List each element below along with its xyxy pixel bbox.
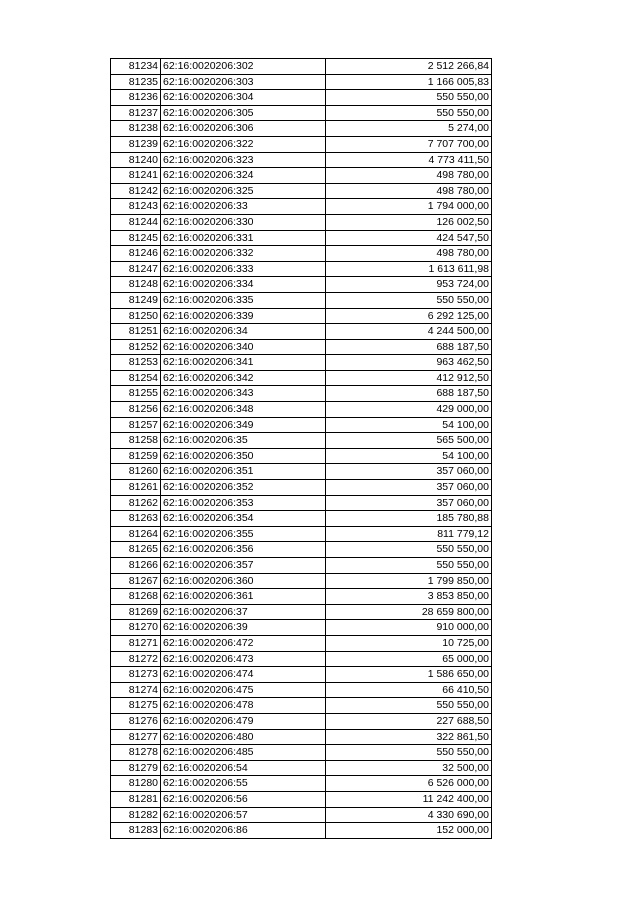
row-number-cell: 81274	[111, 682, 161, 698]
cadastral-number-cell: 62:16:0020206:334	[161, 277, 326, 293]
row-number-cell: 81258	[111, 433, 161, 449]
table-row	[111, 386, 492, 402]
cadastral-number-cell: 62:16:0020206:352	[161, 480, 326, 496]
cadastral-value-cell: 152 000,00	[326, 823, 492, 839]
cadastral-number-cell: 62:16:0020206:34	[161, 324, 326, 340]
cadastral-number-cell: 62:16:0020206:35	[161, 433, 326, 449]
table-row	[111, 277, 492, 293]
cadastral-value-cell: 2 512 266,84	[326, 59, 492, 75]
row-number-cell: 81271	[111, 635, 161, 651]
cadastral-number-cell: 62:16:0020206:332	[161, 246, 326, 262]
table-row	[111, 433, 492, 449]
table-row	[111, 745, 492, 761]
cadastral-number-cell: 62:16:0020206:350	[161, 448, 326, 464]
cadastral-value-cell: 322 861,50	[326, 729, 492, 745]
row-number-cell: 81237	[111, 105, 161, 121]
row-number-cell: 81261	[111, 480, 161, 496]
row-number-cell: 81235	[111, 74, 161, 90]
cadastral-number-cell: 62:16:0020206:355	[161, 526, 326, 542]
table-row	[111, 682, 492, 698]
cadastral-number-cell: 62:16:0020206:472	[161, 635, 326, 651]
cadastral-number-cell: 62:16:0020206:54	[161, 760, 326, 776]
cadastral-value-cell: 357 060,00	[326, 495, 492, 511]
cadastral-value-cell: 550 550,00	[326, 698, 492, 714]
table-row	[111, 698, 492, 714]
cadastral-value-cell: 4 773 411,50	[326, 152, 492, 168]
cadastral-value-cell: 963 462,50	[326, 355, 492, 371]
cadastral-value-table	[110, 58, 492, 839]
row-number-cell: 81252	[111, 339, 161, 355]
cadastral-number-cell: 62:16:0020206:333	[161, 261, 326, 277]
table-row	[111, 480, 492, 496]
row-number-cell: 81240	[111, 152, 161, 168]
cadastral-number-cell: 62:16:0020206:322	[161, 136, 326, 152]
table-row	[111, 339, 492, 355]
cadastral-value-cell: 4 244 500,00	[326, 324, 492, 340]
table-row	[111, 526, 492, 542]
cadastral-number-cell: 62:16:0020206:348	[161, 402, 326, 418]
row-number-cell: 81283	[111, 823, 161, 839]
cadastral-number-cell: 62:16:0020206:360	[161, 573, 326, 589]
table-row	[111, 807, 492, 823]
table-row	[111, 308, 492, 324]
table-row	[111, 152, 492, 168]
row-number-cell: 81279	[111, 760, 161, 776]
row-number-cell: 81243	[111, 199, 161, 215]
table-row	[111, 713, 492, 729]
table-row	[111, 620, 492, 636]
table-row	[111, 464, 492, 480]
cadastral-number-cell: 62:16:0020206:475	[161, 682, 326, 698]
row-number-cell: 81256	[111, 402, 161, 418]
cadastral-number-cell: 62:16:0020206:343	[161, 386, 326, 402]
table-row	[111, 791, 492, 807]
row-number-cell: 81244	[111, 214, 161, 230]
cadastral-value-cell: 6 526 000,00	[326, 776, 492, 792]
cadastral-number-cell: 62:16:0020206:33	[161, 199, 326, 215]
table-row	[111, 667, 492, 683]
cadastral-value-cell: 126 002,50	[326, 214, 492, 230]
cadastral-value-cell: 688 187,50	[326, 386, 492, 402]
cadastral-value-cell: 66 410,50	[326, 682, 492, 698]
cadastral-value-cell: 429 000,00	[326, 402, 492, 418]
table-row	[111, 230, 492, 246]
cadastral-number-cell: 62:16:0020206:478	[161, 698, 326, 714]
table-row	[111, 417, 492, 433]
table-row	[111, 324, 492, 340]
cadastral-value-cell: 953 724,00	[326, 277, 492, 293]
row-number-cell: 81282	[111, 807, 161, 823]
cadastral-number-cell: 62:16:0020206:351	[161, 464, 326, 480]
table-row	[111, 651, 492, 667]
row-number-cell: 81262	[111, 495, 161, 511]
cadastral-number-cell: 62:16:0020206:335	[161, 292, 326, 308]
row-number-cell: 81241	[111, 168, 161, 184]
table-row	[111, 448, 492, 464]
row-number-cell: 81234	[111, 59, 161, 75]
cadastral-number-cell: 62:16:0020206:480	[161, 729, 326, 745]
cadastral-number-cell: 62:16:0020206:474	[161, 667, 326, 683]
cadastral-value-cell: 1 799 850,00	[326, 573, 492, 589]
table-row	[111, 604, 492, 620]
cadastral-number-cell: 62:16:0020206:339	[161, 308, 326, 324]
row-number-cell: 81275	[111, 698, 161, 714]
cadastral-number-cell: 62:16:0020206:342	[161, 370, 326, 386]
row-number-cell: 81239	[111, 136, 161, 152]
table-row	[111, 183, 492, 199]
table-row	[111, 635, 492, 651]
cadastral-number-cell: 62:16:0020206:354	[161, 511, 326, 527]
cadastral-number-cell: 62:16:0020206:39	[161, 620, 326, 636]
cadastral-value-cell: 32 500,00	[326, 760, 492, 776]
cadastral-value-cell: 1 613 611,98	[326, 261, 492, 277]
cadastral-number-cell: 62:16:0020206:331	[161, 230, 326, 246]
cadastral-value-cell: 498 780,00	[326, 183, 492, 199]
cadastral-value-cell: 1 586 650,00	[326, 667, 492, 683]
cadastral-number-cell: 62:16:0020206:357	[161, 558, 326, 574]
cadastral-value-cell: 357 060,00	[326, 464, 492, 480]
cadastral-value-cell: 4 330 690,00	[326, 807, 492, 823]
row-number-cell: 81242	[111, 183, 161, 199]
cadastral-number-cell: 62:16:0020206:37	[161, 604, 326, 620]
cadastral-number-cell: 62:16:0020206:302	[161, 59, 326, 75]
table-row	[111, 292, 492, 308]
cadastral-number-cell: 62:16:0020206:303	[161, 74, 326, 90]
row-number-cell: 81268	[111, 589, 161, 605]
cadastral-value-cell: 688 187,50	[326, 339, 492, 355]
cadastral-value-cell: 498 780,00	[326, 246, 492, 262]
row-number-cell: 81280	[111, 776, 161, 792]
data-table	[110, 58, 492, 839]
cadastral-number-cell: 62:16:0020206:356	[161, 542, 326, 558]
cadastral-number-cell: 62:16:0020206:325	[161, 183, 326, 199]
table-row	[111, 589, 492, 605]
cadastral-number-cell: 62:16:0020206:57	[161, 807, 326, 823]
row-number-cell: 81253	[111, 355, 161, 371]
cadastral-number-cell: 62:16:0020206:304	[161, 90, 326, 106]
cadastral-value-cell: 5 274,00	[326, 121, 492, 137]
table-body	[111, 59, 492, 839]
cadastral-value-cell: 1 166 005,83	[326, 74, 492, 90]
cadastral-number-cell: 62:16:0020206:349	[161, 417, 326, 433]
table-row	[111, 168, 492, 184]
cadastral-value-cell: 498 780,00	[326, 168, 492, 184]
cadastral-number-cell: 62:16:0020206:86	[161, 823, 326, 839]
row-number-cell: 81270	[111, 620, 161, 636]
row-number-cell: 81245	[111, 230, 161, 246]
table-row	[111, 214, 492, 230]
row-number-cell: 81254	[111, 370, 161, 386]
row-number-cell: 81238	[111, 121, 161, 137]
cadastral-value-cell: 550 550,00	[326, 292, 492, 308]
row-number-cell: 81260	[111, 464, 161, 480]
table-row	[111, 776, 492, 792]
cadastral-value-cell: 550 550,00	[326, 542, 492, 558]
cadastral-value-cell: 227 688,50	[326, 713, 492, 729]
row-number-cell: 81255	[111, 386, 161, 402]
table-row	[111, 90, 492, 106]
cadastral-value-cell: 550 550,00	[326, 558, 492, 574]
table-row	[111, 370, 492, 386]
row-number-cell: 81272	[111, 651, 161, 667]
cadastral-number-cell: 62:16:0020206:353	[161, 495, 326, 511]
cadastral-value-cell: 54 100,00	[326, 448, 492, 464]
row-number-cell: 81259	[111, 448, 161, 464]
cadastral-number-cell: 62:16:0020206:479	[161, 713, 326, 729]
table-row	[111, 136, 492, 152]
row-number-cell: 81276	[111, 713, 161, 729]
cadastral-number-cell: 62:16:0020206:55	[161, 776, 326, 792]
cadastral-value-cell: 28 659 800,00	[326, 604, 492, 620]
cadastral-value-cell: 3 853 850,00	[326, 589, 492, 605]
cadastral-number-cell: 62:16:0020206:324	[161, 168, 326, 184]
table-row	[111, 573, 492, 589]
table-row	[111, 199, 492, 215]
row-number-cell: 81266	[111, 558, 161, 574]
row-number-cell: 81281	[111, 791, 161, 807]
table-row	[111, 760, 492, 776]
row-number-cell: 81277	[111, 729, 161, 745]
table-row	[111, 105, 492, 121]
row-number-cell: 81257	[111, 417, 161, 433]
table-row	[111, 121, 492, 137]
row-number-cell: 81267	[111, 573, 161, 589]
cadastral-number-cell: 62:16:0020206:306	[161, 121, 326, 137]
row-number-cell: 81263	[111, 511, 161, 527]
cadastral-value-cell: 565 500,00	[326, 433, 492, 449]
table-row	[111, 823, 492, 839]
cadastral-value-cell: 550 550,00	[326, 745, 492, 761]
table-row	[111, 511, 492, 527]
row-number-cell: 81246	[111, 246, 161, 262]
cadastral-value-cell: 11 242 400,00	[326, 791, 492, 807]
row-number-cell: 81251	[111, 324, 161, 340]
cadastral-number-cell: 62:16:0020206:56	[161, 791, 326, 807]
row-number-cell: 81236	[111, 90, 161, 106]
row-number-cell: 81269	[111, 604, 161, 620]
cadastral-value-cell: 424 547,50	[326, 230, 492, 246]
cadastral-value-cell: 357 060,00	[326, 480, 492, 496]
cadastral-value-cell: 811 779,12	[326, 526, 492, 542]
cadastral-number-cell: 62:16:0020206:473	[161, 651, 326, 667]
cadastral-number-cell: 62:16:0020206:341	[161, 355, 326, 371]
table-row	[111, 59, 492, 75]
cadastral-value-cell: 6 292 125,00	[326, 308, 492, 324]
table-row	[111, 402, 492, 418]
cadastral-number-cell: 62:16:0020206:330	[161, 214, 326, 230]
cadastral-value-cell: 550 550,00	[326, 90, 492, 106]
row-number-cell: 81273	[111, 667, 161, 683]
table-row	[111, 729, 492, 745]
table-row	[111, 355, 492, 371]
cadastral-value-cell: 185 780,88	[326, 511, 492, 527]
row-number-cell: 81248	[111, 277, 161, 293]
table-row	[111, 558, 492, 574]
row-number-cell: 81278	[111, 745, 161, 761]
cadastral-number-cell: 62:16:0020206:340	[161, 339, 326, 355]
cadastral-number-cell: 62:16:0020206:305	[161, 105, 326, 121]
row-number-cell: 81249	[111, 292, 161, 308]
table-row	[111, 542, 492, 558]
table-row	[111, 74, 492, 90]
cadastral-number-cell: 62:16:0020206:361	[161, 589, 326, 605]
row-number-cell: 81250	[111, 308, 161, 324]
row-number-cell: 81247	[111, 261, 161, 277]
table-row	[111, 246, 492, 262]
cadastral-number-cell: 62:16:0020206:323	[161, 152, 326, 168]
cadastral-value-cell: 412 912,50	[326, 370, 492, 386]
cadastral-value-cell: 1 794 000,00	[326, 199, 492, 215]
cadastral-value-cell: 54 100,00	[326, 417, 492, 433]
row-number-cell: 81265	[111, 542, 161, 558]
table-row	[111, 261, 492, 277]
cadastral-number-cell: 62:16:0020206:485	[161, 745, 326, 761]
cadastral-value-cell: 65 000,00	[326, 651, 492, 667]
table-row	[111, 495, 492, 511]
cadastral-value-cell: 7 707 700,00	[326, 136, 492, 152]
cadastral-value-cell: 10 725,00	[326, 635, 492, 651]
cadastral-value-cell: 910 000,00	[326, 620, 492, 636]
cadastral-value-cell: 550 550,00	[326, 105, 492, 121]
row-number-cell: 81264	[111, 526, 161, 542]
